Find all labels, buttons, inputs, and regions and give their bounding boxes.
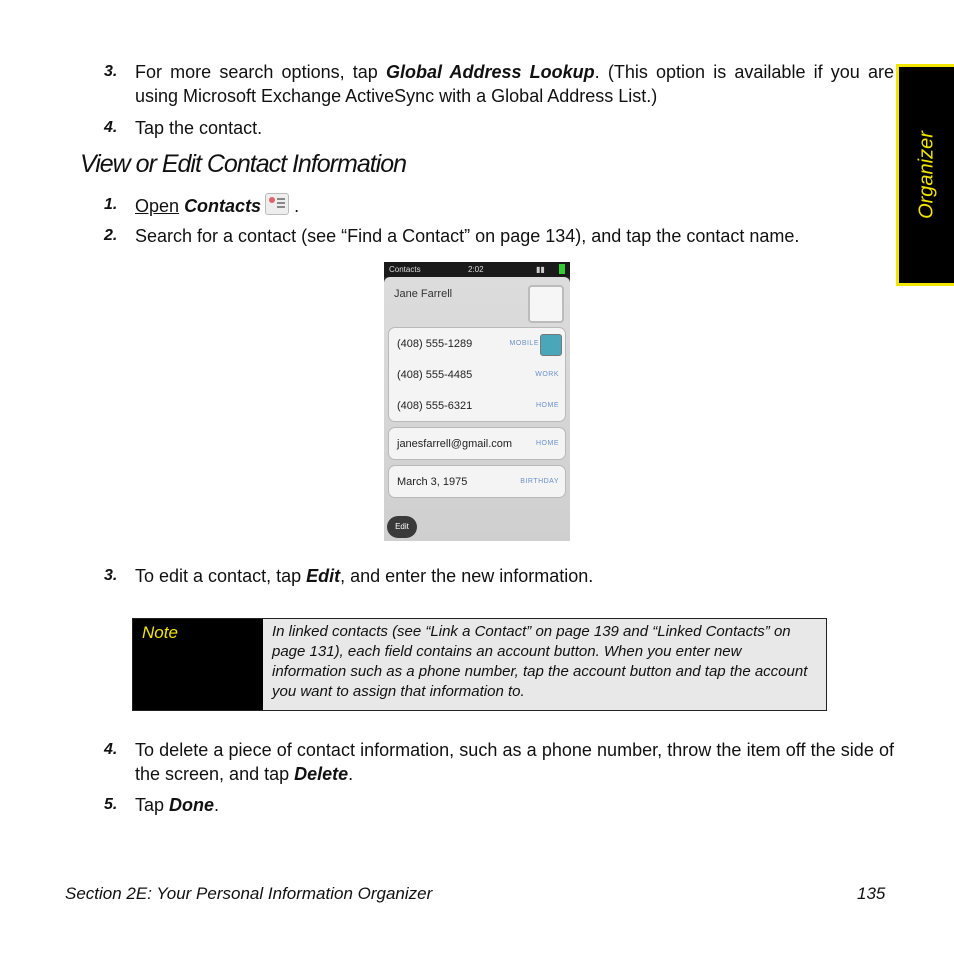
step-text: Tap — [135, 795, 170, 815]
phone-row[interactable] — [389, 328, 565, 359]
contact-name: Jane Farrell — [394, 288, 453, 300]
phone-number: (408) 555-6321 — [397, 400, 473, 412]
step-number: 3. — [104, 63, 118, 80]
birthday-row[interactable] — [389, 466, 565, 497]
step-text: Search for a contact (see “Find a Contact” on page 134), and tap the contact name. — [135, 226, 800, 246]
step-number: 1. — [104, 196, 118, 213]
phone-type: MOBILE — [509, 340, 539, 347]
phone-screenshot — [384, 262, 570, 541]
open-link[interactable]: Open — [135, 196, 180, 216]
status-bar — [384, 262, 570, 277]
app-menu-label[interactable]: Contacts — [389, 265, 421, 274]
step-number: 4. — [104, 119, 118, 136]
phone-number: (408) 555-1289 — [397, 338, 473, 350]
contacts-app-icon — [265, 193, 289, 215]
note-label: Note — [142, 623, 178, 642]
birthday-type: BIRTHDAY — [520, 478, 559, 485]
contacts-term: Contacts — [184, 196, 262, 216]
edit-button[interactable]: Edit — [387, 516, 417, 538]
section-side-tab — [896, 64, 954, 286]
step-text: . — [214, 795, 220, 815]
step-text: For more search options, tap — [135, 62, 386, 82]
step-number: 2. — [104, 227, 118, 244]
email-type: HOME — [536, 440, 559, 447]
step-text: . — [294, 196, 300, 216]
step-number: 3. — [104, 567, 118, 584]
note-text: In linked contacts (see “Link a Contact” on page 139 and “Linked Contacts” on page 131), each field contains an account button. When you enter new information such as a phone number, tap the account button and tap the account you want to assign that information to. — [263, 619, 826, 710]
phone-numbers-card — [388, 327, 566, 422]
email-card — [388, 427, 566, 460]
global-address-lookup-term: Global Address Lookup — [385, 62, 595, 82]
phone-row[interactable] — [389, 390, 565, 421]
battery-icon — [559, 264, 565, 274]
step-number: 4. — [104, 741, 118, 758]
page-number: 135 — [857, 884, 886, 903]
edit-term: Edit — [306, 566, 341, 586]
email-address: janesfarrell@gmail.com — [397, 438, 513, 450]
phone-type: HOME — [536, 402, 559, 409]
clock: 2:02 — [468, 265, 484, 274]
step-number: 5. — [104, 796, 118, 813]
phone-row[interactable] — [389, 359, 565, 390]
birthday-value: March 3, 1975 — [397, 476, 468, 488]
step-text: , and enter the new information. — [340, 566, 594, 586]
contact-detail-screen — [384, 277, 570, 541]
section-heading: View or Edit Contact Information — [80, 150, 407, 178]
step-text: To delete a piece of contact information, such as a phone number, throw the item off the side of the screen, and tap — [135, 740, 894, 784]
step-text: . — [348, 764, 354, 784]
birthday-card — [388, 465, 566, 498]
phone-type: WORK — [535, 371, 559, 378]
signal-icon: ▮▮ — [536, 265, 545, 274]
note-box — [132, 618, 827, 711]
step-text: Tap the contact. — [135, 118, 263, 138]
email-row[interactable] — [389, 428, 565, 459]
note-label-cell — [133, 619, 263, 710]
account-button[interactable] — [540, 334, 562, 356]
step-text: . (This option is available if you are using Microsoft Exchange ActiveSync with a Global Address List.) — [135, 62, 895, 106]
side-tab-label: Organizer — [915, 131, 937, 219]
step-text: To edit a contact, tap — [135, 566, 307, 586]
phone-number: (408) 555-4485 — [397, 369, 473, 381]
delete-term: Delete — [294, 764, 349, 784]
footer-section-title: Section 2E: Your Personal Information Organizer — [65, 884, 433, 903]
contact-photo[interactable] — [528, 285, 564, 323]
done-term: Done — [169, 795, 215, 815]
